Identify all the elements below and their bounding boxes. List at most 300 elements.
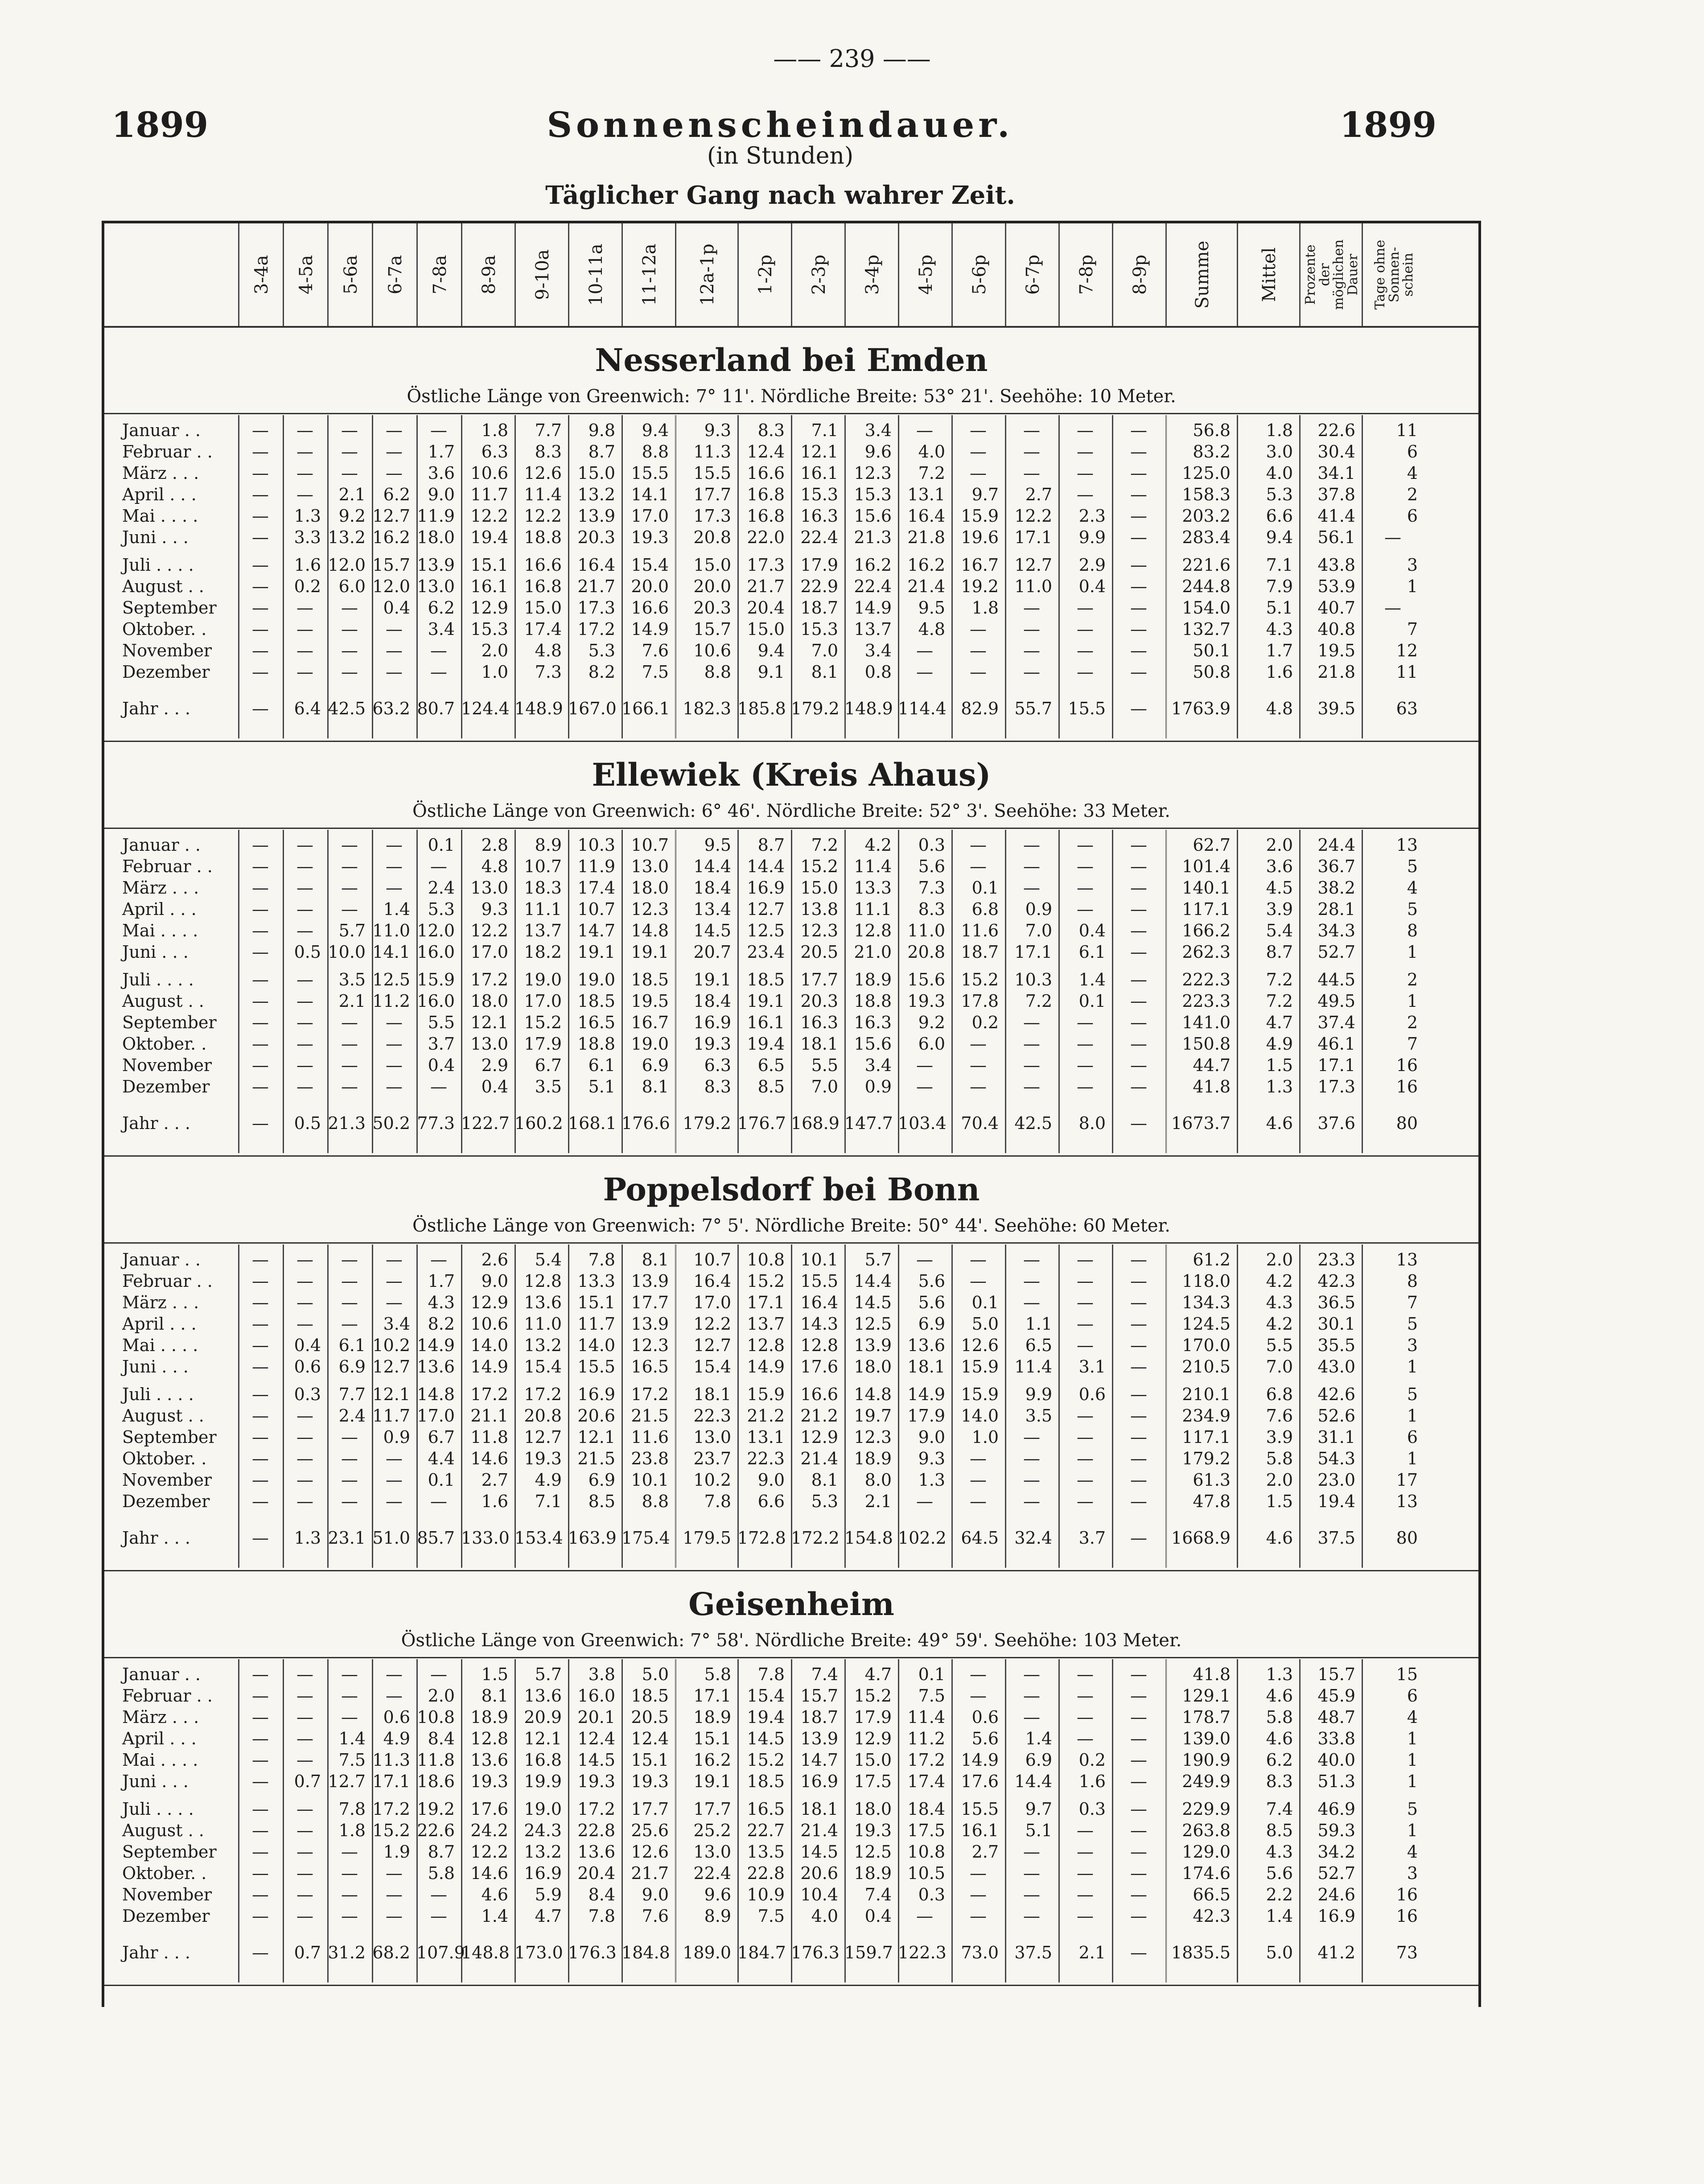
table-cell: 4.6 xyxy=(1266,1729,1293,1748)
year-left: 1899 xyxy=(111,105,209,145)
table-cell: 46.9 xyxy=(1317,1799,1355,1819)
table-cell: 5.8 xyxy=(1266,1707,1293,1727)
column-header xyxy=(461,223,516,326)
table-cell: 11.0 xyxy=(1014,577,1052,596)
table-cell: — xyxy=(252,662,269,682)
table-cell: — xyxy=(1130,463,1147,483)
month-label: August . . xyxy=(122,991,204,1011)
table-cell: 16.5 xyxy=(747,1799,785,1819)
table-cell: 0.1 xyxy=(971,1293,999,1312)
table-cell: — xyxy=(1023,641,1040,660)
table-cell: 36.7 xyxy=(1317,857,1355,876)
table-cell: 19.4 xyxy=(747,1707,785,1727)
table-cell: 11.2 xyxy=(907,1729,945,1748)
table-cell: 33.8 xyxy=(1317,1729,1355,1748)
table-cell: 12.6 xyxy=(524,463,562,483)
table-cell: 7.5 xyxy=(757,1906,785,1926)
table-cell: 48.7 xyxy=(1317,1707,1355,1727)
table-cell: 166.2 xyxy=(1182,921,1231,940)
table-cell: — xyxy=(341,899,358,919)
table-cell: — xyxy=(252,1385,269,1404)
table-cell: 139.0 xyxy=(1182,1729,1231,1748)
table-cell: — xyxy=(1023,1271,1040,1291)
table-cell: 249.9 xyxy=(1182,1772,1231,1791)
table-cell: 102.2 xyxy=(898,1528,947,1548)
table-cell: 1.3 xyxy=(294,1528,321,1548)
table-cell: 13 xyxy=(1396,835,1418,855)
table-row xyxy=(104,856,1478,877)
table-cell: 8.5 xyxy=(1266,1821,1293,1840)
table-cell: 1.6 xyxy=(294,555,321,575)
table-cell: 8.9 xyxy=(535,835,562,855)
table-cell: 0.4 xyxy=(428,1055,455,1075)
table-cell: 0.4 xyxy=(1078,921,1106,940)
table-cell: 21.1 xyxy=(470,1406,508,1426)
table-cell: — xyxy=(1130,1427,1147,1447)
table-cell: — xyxy=(1130,1271,1147,1291)
table-cell: 16.0 xyxy=(577,1686,615,1706)
table-cell: 16 xyxy=(1396,1055,1418,1075)
table-cell: 13.0 xyxy=(417,577,455,596)
table-cell: 21.4 xyxy=(800,1821,838,1840)
table-cell: — xyxy=(341,641,358,660)
station-info: Östliche Länge von Greenwich: 7° 58'. Nördliche Breite: 49° 59'. Seehöhe: 103 Meter. xyxy=(401,1630,1182,1651)
table-cell: 1.7 xyxy=(428,442,455,462)
table-cell: 2.6 xyxy=(481,1250,508,1269)
table-cell: 11.8 xyxy=(417,1750,455,1770)
table-cell: 16.1 xyxy=(961,1821,999,1840)
table-cell: 172.2 xyxy=(791,1528,840,1548)
table-cell: 8.3 xyxy=(1266,1772,1293,1791)
month-label: Juli . . . . xyxy=(122,1385,194,1404)
table-cell: — xyxy=(296,921,313,940)
table-cell: 17.4 xyxy=(577,878,615,898)
table-cell: 37.4 xyxy=(1317,1013,1355,1032)
table-cell: 14.9 xyxy=(961,1750,999,1770)
table-cell: 13.0 xyxy=(470,1034,508,1054)
table-cell: — xyxy=(1130,619,1147,639)
table-cell: 8.3 xyxy=(757,420,785,440)
table-cell: — xyxy=(296,899,313,919)
table-cell: 9.3 xyxy=(481,899,508,919)
table-cell: 21.3 xyxy=(328,1113,366,1133)
table-cell: 19.2 xyxy=(961,577,999,596)
table-cell: — xyxy=(970,662,987,682)
table-cell: 41.4 xyxy=(1317,506,1355,526)
table-cell: 5.4 xyxy=(1266,921,1293,940)
column-header-label: Prozente der möglichen Dauer xyxy=(1303,239,1361,310)
table-cell: 12.6 xyxy=(961,1335,999,1355)
table-cell: — xyxy=(916,1492,933,1511)
table-cell: 17.7 xyxy=(800,970,838,989)
table-cell: 10.2 xyxy=(372,1335,410,1355)
table-row xyxy=(104,1448,1478,1469)
table-cell: 19.3 xyxy=(577,1772,615,1791)
table-cell: 117.1 xyxy=(1182,899,1231,919)
table-cell: 19.9 xyxy=(524,1772,562,1791)
table-cell: — xyxy=(252,1729,269,1748)
table-cell: 7.6 xyxy=(642,641,669,660)
table-cell: — xyxy=(341,1863,358,1883)
table-cell: 41.8 xyxy=(1193,1077,1231,1096)
table-cell: 13.9 xyxy=(854,1335,892,1355)
table-cell: 21.8 xyxy=(907,527,945,547)
table-cell: 8.4 xyxy=(588,1885,615,1904)
table-cell: 8.8 xyxy=(642,1492,669,1511)
table-cell: 15.9 xyxy=(961,1385,999,1404)
table-cell: — xyxy=(1077,878,1094,898)
table-cell: 2.2 xyxy=(1266,1885,1293,1904)
table-cell: 5 xyxy=(1407,1799,1418,1819)
table-cell: 17.2 xyxy=(577,1799,615,1819)
table-cell: 5.6 xyxy=(1266,1863,1293,1883)
table-cell: 11.7 xyxy=(372,1406,410,1426)
table-cell: — xyxy=(296,1686,313,1706)
table-cell: 8.1 xyxy=(811,1470,838,1490)
table-cell: — xyxy=(1130,1293,1147,1312)
table-cell: — xyxy=(341,1250,358,1269)
table-cell: 14.0 xyxy=(470,1335,508,1355)
table-cell: 8.2 xyxy=(588,662,615,682)
table-cell: 15.3 xyxy=(854,485,892,504)
table-cell: 13.6 xyxy=(417,1357,455,1376)
table-cell: 0.3 xyxy=(1078,1799,1106,1819)
table-cell: — xyxy=(296,857,313,876)
table-cell: 283.4 xyxy=(1182,527,1231,547)
table-cell: — xyxy=(341,1707,358,1727)
table-cell: 6.9 xyxy=(338,1357,366,1376)
table-cell: — xyxy=(1130,1863,1147,1883)
table-cell: 19.6 xyxy=(961,527,999,547)
table-cell: 15.7 xyxy=(372,555,410,575)
column-header-label: 5-6p xyxy=(969,254,990,295)
table-cell: 8.3 xyxy=(704,1077,731,1096)
table-cell: 4 xyxy=(1407,878,1418,898)
table-cell: — xyxy=(1023,1686,1040,1706)
table-cell: 148.9 xyxy=(844,699,893,718)
table-cell: 5.1 xyxy=(1025,1821,1052,1840)
table-cell: 3 xyxy=(1407,555,1418,575)
table-cell: 7.6 xyxy=(642,1906,669,1926)
table-cell: 18.8 xyxy=(524,527,562,547)
table-cell: — xyxy=(252,442,269,462)
table-cell: 20.0 xyxy=(631,577,669,596)
table-cell: 10.8 xyxy=(907,1842,945,1862)
month-label: November xyxy=(122,641,212,660)
table-cell: 229.9 xyxy=(1182,1799,1231,1819)
table-cell: 179.2 xyxy=(683,1113,731,1133)
table-cell: 42.5 xyxy=(328,699,366,718)
table-cell: 2.1 xyxy=(864,1492,892,1511)
table-cell: — xyxy=(1130,857,1147,876)
table-cell: 5.0 xyxy=(642,1665,669,1684)
table-cell: 6.0 xyxy=(918,1034,945,1054)
month-label: Juli . . . . xyxy=(122,970,194,989)
table-cell: 35.5 xyxy=(1317,1335,1355,1355)
table-cell: 14.5 xyxy=(693,921,731,940)
table-cell: — xyxy=(1077,1707,1094,1727)
table-cell: — xyxy=(1023,420,1040,440)
table-cell: 17.6 xyxy=(961,1772,999,1791)
table-cell: 21.3 xyxy=(854,527,892,547)
month-label: November xyxy=(122,1055,212,1075)
table-cell: 14.5 xyxy=(577,1750,615,1770)
table-cell: 6 xyxy=(1407,1686,1418,1706)
table-row xyxy=(104,1405,1478,1426)
table-cell: 158.3 xyxy=(1182,485,1231,504)
table-cell: 16.3 xyxy=(800,1013,838,1032)
table-cell: — xyxy=(252,463,269,483)
table-row xyxy=(104,1249,1478,1270)
table-cell: 114.4 xyxy=(898,699,947,718)
table-cell: 17.2 xyxy=(524,1385,562,1404)
table-cell: 1.4 xyxy=(1025,1729,1052,1748)
table-cell: 8.7 xyxy=(1266,942,1293,962)
table-cell: — xyxy=(916,1906,933,1926)
table-cell: 12.3 xyxy=(854,463,892,483)
table-cell: — xyxy=(341,598,358,618)
table-cell: 44.5 xyxy=(1317,970,1355,989)
table-cell: 1668.9 xyxy=(1171,1528,1231,1548)
table-cell: — xyxy=(1077,1842,1094,1862)
table-cell: — xyxy=(252,699,269,718)
table-cell: 49.5 xyxy=(1317,991,1355,1011)
table-cell: — xyxy=(1077,1885,1094,1904)
table-cell: 20.6 xyxy=(577,1406,615,1426)
table-cell: 16.9 xyxy=(1317,1906,1355,1926)
table-cell: — xyxy=(1130,1750,1147,1770)
table-cell: 1.7 xyxy=(428,1271,455,1291)
table-cell: 2.0 xyxy=(1266,1250,1293,1269)
table-cell: 13.9 xyxy=(800,1729,838,1748)
table-cell: 18.2 xyxy=(524,942,562,962)
table-cell: 6.3 xyxy=(481,442,508,462)
table-cell: — xyxy=(341,1449,358,1468)
table-cell: 1 xyxy=(1407,991,1418,1011)
table-cell: — xyxy=(386,1686,403,1706)
table-cell: 6.5 xyxy=(757,1055,785,1075)
table-cell: — xyxy=(916,641,933,660)
table-row xyxy=(104,661,1478,683)
table-cell: — xyxy=(916,1250,933,1269)
table-cell: 17.7 xyxy=(631,1799,669,1819)
table-cell: 8.0 xyxy=(864,1470,892,1490)
table-cell: 6.2 xyxy=(428,598,455,618)
table-cell: 9.0 xyxy=(918,1427,945,1447)
table-cell: — xyxy=(386,1449,403,1468)
table-cell: 19.0 xyxy=(577,970,615,989)
table-cell: — xyxy=(296,1707,313,1727)
table-cell: 154.0 xyxy=(1182,598,1231,618)
table-cell: 1.1 xyxy=(1025,1314,1052,1334)
table-cell: 6.1 xyxy=(338,1335,366,1355)
table-cell: 13.6 xyxy=(470,1750,508,1770)
table-cell: 1.5 xyxy=(1266,1492,1293,1511)
table-cell: 12.0 xyxy=(417,921,455,940)
table-cell: 7.7 xyxy=(338,1385,366,1404)
table-cell: 12.8 xyxy=(747,1335,785,1355)
table-cell: 6 xyxy=(1407,1427,1418,1447)
table-cell: 8.9 xyxy=(704,1906,731,1926)
table-cell: — xyxy=(252,1863,269,1883)
table-cell: 10.4 xyxy=(800,1885,838,1904)
table-cell: 16.6 xyxy=(800,1385,838,1404)
table-cell: 14.9 xyxy=(747,1357,785,1376)
table-cell: 7.8 xyxy=(588,1250,615,1269)
table-cell: 66.5 xyxy=(1193,1885,1231,1904)
table-cell: 12.9 xyxy=(800,1427,838,1447)
month-label: Oktober. . xyxy=(122,1449,207,1468)
table-cell: 12.2 xyxy=(470,506,508,526)
table-cell: 0.9 xyxy=(383,1427,410,1447)
table-cell: — xyxy=(1077,1427,1094,1447)
month-label: Februar . . xyxy=(122,857,213,876)
table-cell: 6 xyxy=(1407,506,1418,526)
table-cell: 18.0 xyxy=(854,1357,892,1376)
table-cell: — xyxy=(296,1013,313,1032)
table-cell: 1 xyxy=(1407,1357,1418,1376)
table-cell: 10.7 xyxy=(524,857,562,876)
table-cell: 20.0 xyxy=(693,577,731,596)
table-cell: 10.6 xyxy=(693,641,731,660)
table-cell: 2.1 xyxy=(1078,1943,1106,1962)
column-header-label: 4-5a xyxy=(296,255,317,295)
table-cell: — xyxy=(970,1250,987,1269)
table-cell: 80 xyxy=(1396,1113,1418,1133)
table-cell: 4.9 xyxy=(1266,1034,1293,1054)
table-cell: — xyxy=(1130,1799,1147,1819)
table-cell: 44.7 xyxy=(1193,1055,1231,1075)
table-cell: 10.6 xyxy=(470,463,508,483)
table-cell: — xyxy=(341,1842,358,1862)
table-cell: 1.3 xyxy=(1266,1077,1293,1096)
table-cell: — xyxy=(341,1034,358,1054)
table-cell: 124.4 xyxy=(461,699,510,718)
month-label: Juni . . . xyxy=(122,1357,189,1376)
table-cell: — xyxy=(970,442,987,462)
table-cell: 18.1 xyxy=(693,1385,731,1404)
table-cell: 19.1 xyxy=(577,942,615,962)
table-cell: 52.7 xyxy=(1317,942,1355,962)
table-cell: 17.1 xyxy=(1014,527,1052,547)
table-cell: 21.0 xyxy=(854,942,892,962)
column-header xyxy=(1112,223,1167,326)
table-cell: — xyxy=(1077,1077,1094,1096)
table-cell: — xyxy=(1130,1113,1147,1133)
table-cell: 8.4 xyxy=(428,1729,455,1748)
table-cell: 8.1 xyxy=(481,1686,508,1706)
table-cell: 7.8 xyxy=(338,1799,366,1819)
table-cell: — xyxy=(1130,1406,1147,1426)
table-cell: 17.7 xyxy=(693,485,731,504)
table-cell: 0.4 xyxy=(383,598,410,618)
table-cell: 2 xyxy=(1407,485,1418,504)
table-cell: 2.0 xyxy=(428,1686,455,1706)
table-cell: — xyxy=(296,1077,313,1096)
table-cell: 12.4 xyxy=(747,442,785,462)
table-cell: 21.7 xyxy=(631,1863,669,1883)
table-cell: — xyxy=(970,1055,987,1075)
table-cell: — xyxy=(252,1470,269,1490)
table-cell: 21.5 xyxy=(577,1449,615,1468)
table-cell: 15.0 xyxy=(524,598,562,618)
table-cell: 17.0 xyxy=(693,1293,731,1312)
table-cell: — xyxy=(1130,1077,1147,1096)
table-cell: 20.8 xyxy=(524,1406,562,1426)
table-cell: — xyxy=(1130,1335,1147,1355)
table-cell: 1.8 xyxy=(481,420,508,440)
table-cell: — xyxy=(430,1906,447,1926)
table-cell: 0.9 xyxy=(864,1077,892,1096)
table-cell: 210.1 xyxy=(1182,1385,1231,1404)
table-cell: 18.5 xyxy=(747,1772,785,1791)
table-cell: — xyxy=(916,1077,933,1096)
table-cell: — xyxy=(1130,1943,1147,1962)
table-cell: 77.3 xyxy=(417,1113,455,1133)
table-cell: 14.0 xyxy=(577,1335,615,1355)
table-cell: 12.1 xyxy=(800,442,838,462)
table-cell: 147.7 xyxy=(844,1113,893,1133)
table-cell: 21.2 xyxy=(747,1406,785,1426)
table-cell: 1835.5 xyxy=(1171,1943,1231,1962)
table-cell: 38.2 xyxy=(1317,878,1355,898)
table-row xyxy=(104,1426,1478,1448)
table-cell: 0.1 xyxy=(971,878,999,898)
table-cell: 17.3 xyxy=(1317,1077,1355,1096)
table-row xyxy=(104,898,1478,920)
table-cell: 25.2 xyxy=(693,1821,731,1840)
table-cell: — xyxy=(341,1055,358,1075)
table-cell: — xyxy=(252,1406,269,1426)
table-cell: 10.5 xyxy=(907,1863,945,1883)
table-cell: 22.4 xyxy=(800,527,838,547)
table-row xyxy=(104,527,1478,548)
table-cell: 16.9 xyxy=(693,1013,731,1032)
table-cell: — xyxy=(1130,420,1147,440)
table-cell: 14.9 xyxy=(417,1335,455,1355)
table-cell: — xyxy=(252,619,269,639)
table-cell: 19.3 xyxy=(854,1821,892,1840)
table-cell: — xyxy=(252,506,269,526)
table-cell: 8 xyxy=(1407,1271,1418,1291)
divider xyxy=(104,828,1478,829)
table-cell: 6.6 xyxy=(1266,506,1293,526)
table-cell: 101.4 xyxy=(1182,857,1231,876)
month-label: September xyxy=(122,1842,217,1862)
table-cell: 14.4 xyxy=(854,1271,892,1291)
month-label: April . . . xyxy=(122,485,197,504)
table-cell: — xyxy=(1077,1034,1094,1054)
table-cell: — xyxy=(970,1449,987,1468)
table-cell: 16.3 xyxy=(854,1013,892,1032)
table-row xyxy=(104,1335,1478,1356)
station-block xyxy=(104,743,1478,1158)
table-cell: 51.0 xyxy=(372,1528,410,1548)
table-cell: 1.8 xyxy=(338,1821,366,1840)
table-cell: — xyxy=(296,1055,313,1075)
table-cell: 42.3 xyxy=(1193,1906,1231,1926)
table-cell: 14.9 xyxy=(854,598,892,618)
table-cell: 17.0 xyxy=(524,991,562,1011)
table-cell: 15.3 xyxy=(470,619,508,639)
table-row xyxy=(104,420,1478,441)
column-header-label: 4-5p xyxy=(916,254,936,295)
table-cell: 15.3 xyxy=(800,485,838,504)
table-cell: 17.1 xyxy=(693,1686,731,1706)
month-label: Januar . . xyxy=(122,835,201,855)
table-cell: 18.1 xyxy=(800,1034,838,1054)
table-row xyxy=(104,1055,1478,1076)
